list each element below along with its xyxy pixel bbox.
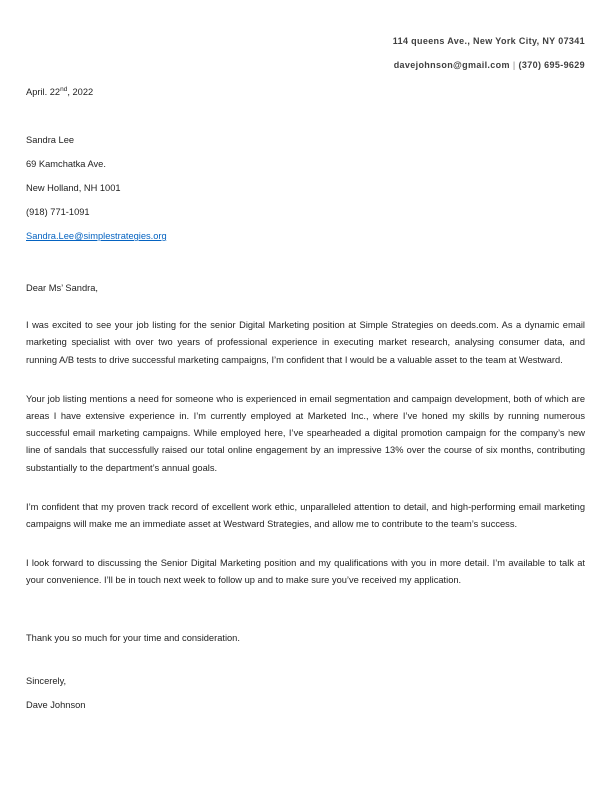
recipient-city: New Holland, NH 1001 <box>26 183 121 194</box>
contact-separator: | <box>512 60 516 70</box>
date-ordinal-superscript: nd <box>60 86 68 93</box>
sender-contact-line <box>26 60 585 70</box>
closing-thanks: Thank you so much for your time and consideration. <box>26 632 240 643</box>
signoff: Sincerely, <box>26 675 67 686</box>
date-line <box>26 84 585 98</box>
signature-name: Dave Johnson <box>26 699 86 710</box>
sender-phone: (370) 695-9629 <box>518 60 585 70</box>
letterhead <box>26 36 585 70</box>
paragraph-experience: Your job listing mentions a need for someone who is experienced in email segmentation and campaign development, both of which are areas I have extensive experience in. I’m currently employed at Marketed Inc., where I’ve honed my skills by running numerous successful email marketing campaigns. While employed here, I’ve spearheaded a digital promotion campaign for the company’s new line of sandals that successfully raised our total online engagement by an impressive 13% over the course of six months, contributing substantially to the department’s annual goals. <box>26 393 585 473</box>
paragraph-followup: I look forward to discussing the Senior Digital Marketing position and my qualifications with you in more detail. I’m available to talk at your convenience. I’ll be in touch next week to follow up and to make sure you’ve received my application. <box>26 558 585 586</box>
date-suffix: , 2022 <box>67 87 94 98</box>
date-prefix: April. 22 <box>26 87 61 98</box>
sender-address: 114 queens Ave., New York City, NY 07341 <box>392 36 585 46</box>
recipient-block <box>26 128 585 248</box>
recipient-phone: (918) 771-1091 <box>26 207 90 218</box>
sender-email: davejohnson@gmail.com <box>393 60 510 70</box>
recipient-name: Sandra Lee <box>26 135 75 146</box>
recipient-email-link[interactable]: Sandra.Lee@simplestrategies.org <box>26 231 167 242</box>
paragraph-value: I’m confident that my proven track record of excellent work ethic, unparalleled attention to detail, and high-performing email marketing campaigns will make me an immediate asset at Westward Strategies, and allow me to contribute to the team’s success. <box>26 501 585 529</box>
paragraph-intro: I was excited to see your job listing for the senior Digital Marketing position at Simple Strategies on deeds.com. As a dynamic email marketing specialist with over two years of professional experience in executing market research, analysing consumer data, and running A/B tests to drive successful marketing campaigns, I’m confident that I would be a valuable asset to the team at Westward. <box>26 320 585 365</box>
salutation: Dear Ms’ Sandra, <box>26 283 98 294</box>
recipient-street: 69 Kamchatka Ave. <box>26 159 106 170</box>
recipient-email-line <box>26 224 585 248</box>
